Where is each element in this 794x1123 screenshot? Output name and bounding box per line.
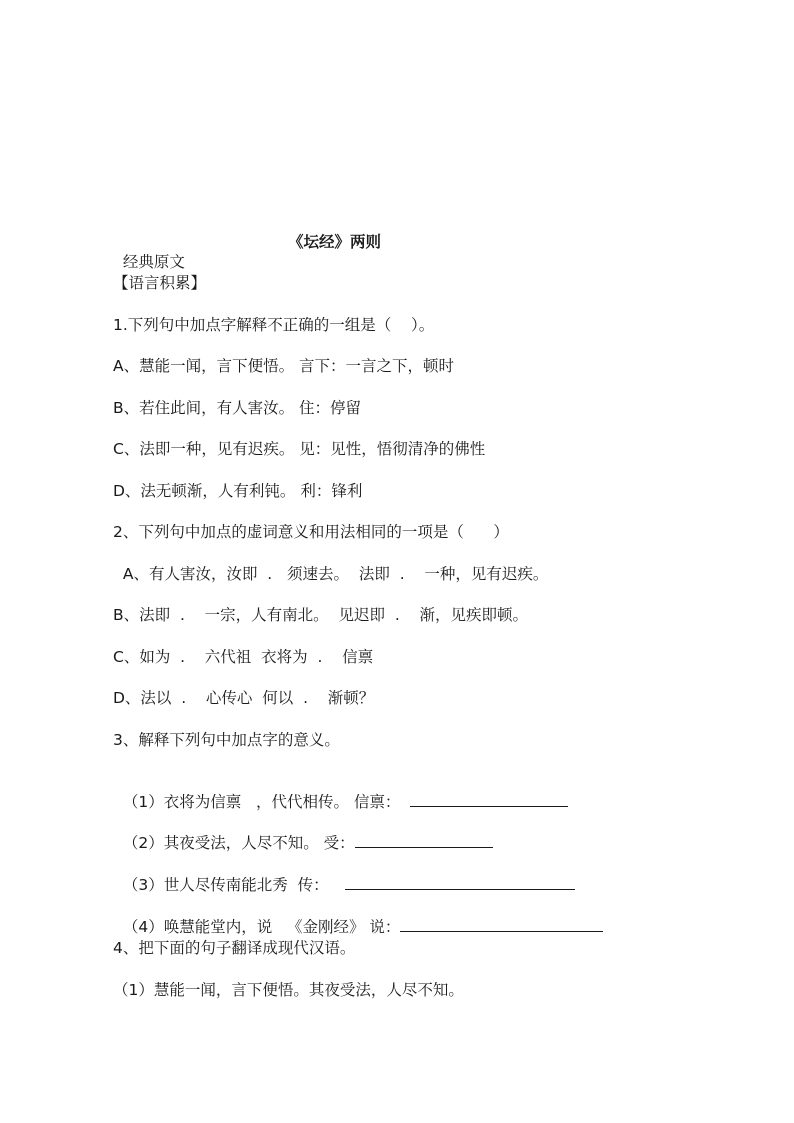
question-2-option-b: B、法即 . 一宗，人有南北。 见迟即 . 渐，见疾即顿。 (113, 606, 528, 624)
answer-blank-4[interactable] (400, 917, 603, 932)
question-1-option-a: A、慧能一闻，言下便悟。 言下：一言之下，顿时 (113, 357, 455, 375)
question-3-item-1-text: （1）衣将为信禀 ，代代相传。 信禀： (122, 793, 401, 811)
question-1-stem: 1.下列句中加点字解释不正确的一组是（ ）。 (113, 316, 435, 334)
question-2-option-d: D、法以 . 心传心 何以 . 渐顿？ (113, 689, 375, 707)
question-4-item-1: （1）慧能一闻，言下便悟。其夜受法，人尽不知。 (113, 981, 464, 999)
question-2-option-a: A、有人害汝，汝即 . 须速去。 法即 . 一种，见有迟疾。 (113, 565, 549, 583)
question-3-item-2 (113, 813, 493, 853)
section-label: 【语言积累】 (113, 274, 207, 292)
page-title: 《坛经》两则 (288, 233, 382, 251)
question-3-stem: 3、解释下列句中加点字的意义。 (113, 731, 340, 749)
question-1-option-b: B、若住此间，有人害汝。 住：停留 (113, 399, 362, 417)
question-4-stem: 4、把下面的句子翻译成现代汉语。 (113, 939, 356, 957)
answer-blank-1[interactable] (410, 792, 568, 807)
question-3-item-3 (113, 855, 575, 895)
question-3-item-4-text: （4）唤慧能堂内，说 《金刚经》 说： (122, 918, 401, 936)
question-3-item-2-text: （2）其夜受法，人尽不知。 受： (122, 834, 355, 852)
section-heading: 经典原文 (122, 253, 185, 271)
question-2-option-c: C、如为 . 六代祖 衣将为 . 信禀 (113, 648, 374, 666)
answer-blank-2[interactable] (355, 833, 493, 848)
question-1-option-d: D、法无顿渐，人有利钝。 利：锋利 (113, 482, 363, 500)
question-1-option-c: C、法即一种，见有迟疾。 见：见性，悟彻清净的佛性 (113, 440, 486, 458)
question-2-stem: 2、下列句中加点的虚词意义和用法相同的一项是（ ） (113, 523, 509, 541)
question-3-item-4 (113, 897, 603, 937)
question-3-item-3-text: （3）世人尽传南能北秀 传： (122, 876, 329, 894)
question-3-item-1 (113, 772, 568, 812)
answer-blank-3[interactable] (345, 875, 575, 890)
